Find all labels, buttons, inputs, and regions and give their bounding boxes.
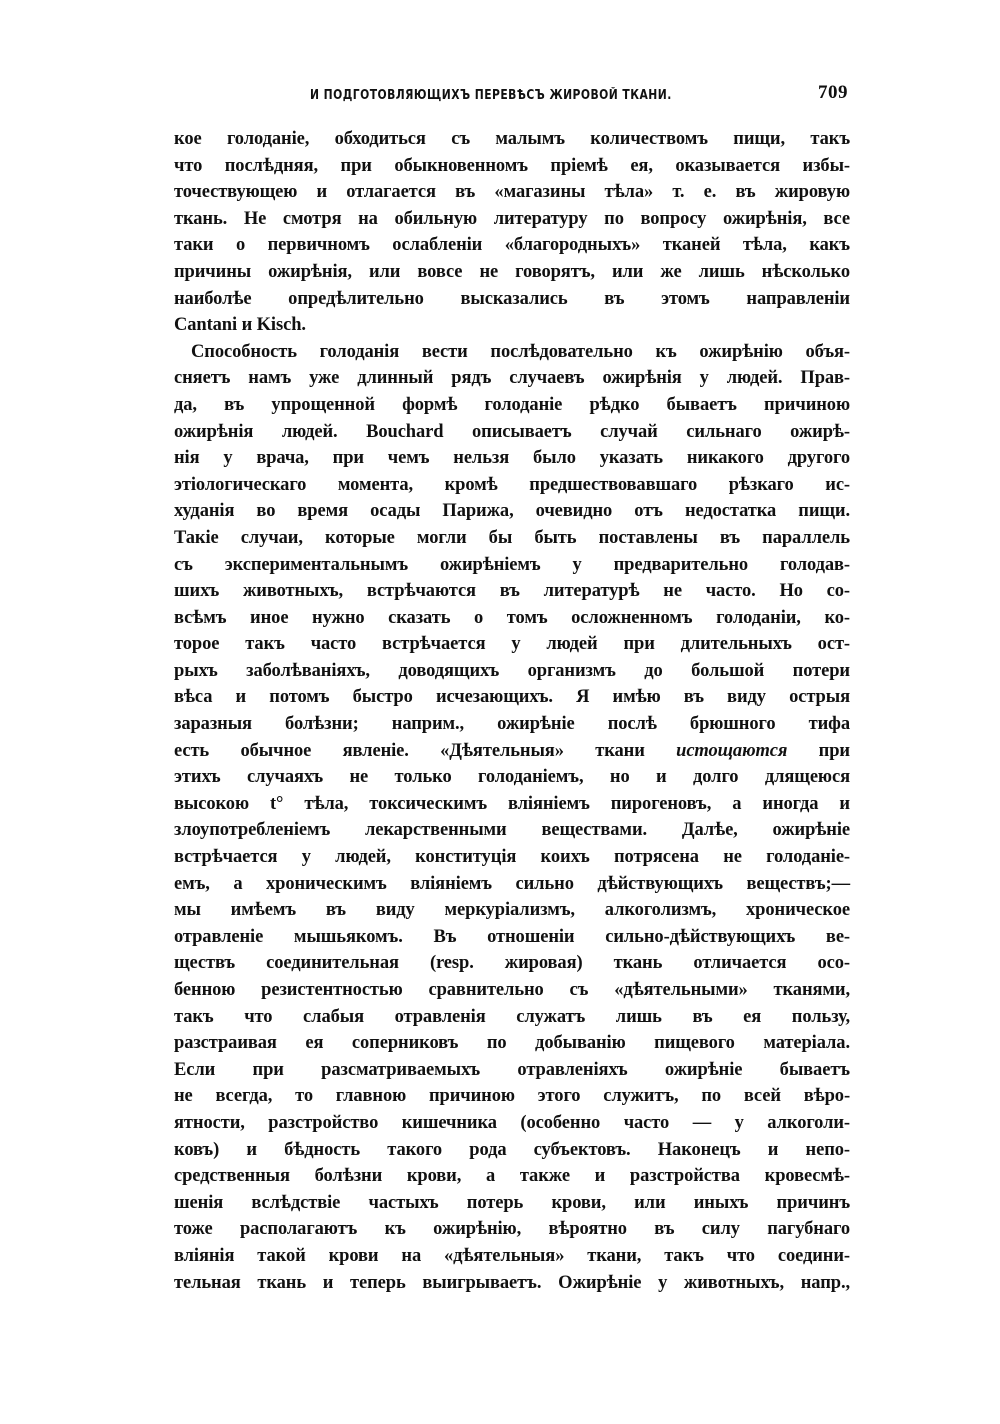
- text-line: не всегда, то главною причиною этого служитъ, по всей вѣро-: [174, 1086, 850, 1107]
- page-body: [174, 126, 850, 1296]
- text-line: кое голоданіе, обходиться съ малымъ количествомъ пищи, такъ: [174, 129, 850, 149]
- text-line: сняетъ намъ уже длинный рядъ случаевъ ожирѣнія у людей. Прав-: [174, 368, 850, 389]
- text-line: наиболѣе опредѣлительно высказались въ этомъ направленіи: [174, 288, 850, 309]
- text-line: разстраивая ея соперниковъ по добыванію пищевого матеріала.: [174, 1033, 850, 1054]
- paragraph: [174, 126, 850, 339]
- text-line: тельная ткань и теперь выигрываетъ. Ожирѣніе у животныхъ, напр.,: [174, 1272, 850, 1293]
- text-line: худанія во время осады Парижа, очевидно отъ недостатка пищи.: [174, 501, 850, 522]
- text-line: Если при разсматриваемыхъ отравленіяхъ ожирѣніе бываетъ: [174, 1059, 850, 1080]
- text-line: ковъ) и бѣдность такого рода субъектовъ. Наконецъ и непо-: [174, 1139, 850, 1160]
- text-line: ятности, разстройство кишечника (особенно часто — у алкоголи-: [174, 1112, 850, 1133]
- text-line: что послѣдняя, при обыкновенномъ пріемѣ ея, оказывается избы-: [174, 155, 850, 176]
- paragraph: [174, 339, 850, 1296]
- text-line: точествующею и отлагается въ «магазины тѣла» т. е. въ жировую: [174, 182, 850, 203]
- text-line: рыхъ заболѣваніяхъ, доводящихъ организмъ до большой потери: [174, 660, 850, 681]
- running-head: [174, 78, 850, 112]
- text-line: вѣса и потомъ быстро исчезающихъ. Я имѣю въ виду острыя: [174, 687, 850, 708]
- text-line: такъ что слабыя отравленія служатъ лишь въ ея пользу,: [174, 1006, 850, 1027]
- text-line: причины ожирѣнія, или вовсе не говорятъ, или же лишь нѣсколько: [174, 261, 850, 282]
- book-page: [174, 78, 850, 1296]
- text-line: средственныя болѣзни крови, а также и разстройства кровесмѣ-: [174, 1166, 850, 1187]
- text-line: Cantani и Kisch.: [174, 315, 306, 336]
- text-line: всѣмъ иное нужно сказать о томъ осложненномъ голоданіи, ко-: [174, 607, 850, 628]
- text-line: Способность голоданія вести послѣдовательно къ ожирѣнію объя-: [191, 341, 850, 362]
- text-line: шихъ животныхъ, встрѣчаются въ литературѣ не часто. Но со-: [174, 581, 850, 602]
- text-line: торое такъ часто встрѣчается у людей при длительныхъ ост-: [174, 634, 850, 655]
- text-line: бенною резистентностью сравнительно съ «дѣятельными» тканями,: [174, 980, 850, 1000]
- text-line: встрѣчается у людей, конституція коихъ потрясена не голоданіе-: [174, 847, 850, 868]
- text-line: мы имѣемъ въ виду меркуріализмъ, алкоголизмъ, хроническое: [174, 900, 850, 921]
- text-line: этіологическаго момента, кромѣ предшествовавшаго рѣзкаго ис-: [174, 474, 850, 495]
- text-line: ткань. Не смотря на обильную литературу по вопросу ожирѣнія, все: [174, 208, 850, 229]
- text-line: отравленіе мышьякомъ. Въ отношеніи сильно-дѣйствующихъ ве-: [174, 926, 850, 947]
- text-line: таки о первичномъ ослабленіи «благородныхъ» тканей тѣла, какъ: [174, 235, 850, 256]
- text-line: высокою t° тѣла, токсическимъ вліяніемъ пирогеновъ, а иногда и: [174, 793, 850, 814]
- running-head-title: И ПОДГОТОВЛЯЮЩИХЪ ПЕРЕВѢСЪ ЖИРОВОЙ ТКАНИ.: [310, 88, 672, 103]
- text-line: вліянія такой крови на «дѣятельныя» ткани, такъ что соедини-: [174, 1245, 850, 1266]
- text-line: есть обычное явленіе. «Дѣятельныя» ткани истощаются при: [174, 740, 850, 761]
- text-line: ществъ соединительная (resp. жировая) ткань отличается осо-: [174, 953, 850, 974]
- text-line: да, въ упрощенной формѣ голоданіе рѣдко бываетъ причиною: [174, 394, 850, 415]
- text-line: съ экспериментальнымъ ожирѣніемъ у предварительно голодав-: [174, 554, 850, 575]
- text-line: шенія вслѣдствіе частыхъ потерь крови, или иныхъ причинъ: [174, 1192, 850, 1213]
- text-line: нія у врача, при чемъ нельзя было указать никакого другого: [174, 448, 850, 469]
- page-number: 709: [818, 82, 848, 103]
- text-line: злоупотребленіемъ лекарственными веществами. Далѣе, ожирѣніе: [174, 820, 850, 841]
- text-line: Такіе случаи, которые могли бы быть поставлены въ параллель: [174, 527, 850, 548]
- text-line: ожирѣнія людей. Bouchard описываетъ случай сильнаго ожирѣ-: [174, 421, 850, 442]
- text-line: емъ, а хроническимъ вліяніемъ сильно дѣйствующихъ веществъ;—: [174, 873, 850, 894]
- text-line: заразныя болѣзни; наприм., ожирѣніе послѣ брюшного тифа: [174, 714, 850, 735]
- text-line: тоже располагаютъ къ ожирѣнію, вѣроятно въ силу пагубнаго: [174, 1219, 850, 1240]
- text-line: этихъ случаяхъ не только голоданіемъ, но и долго длящеюся: [174, 767, 850, 788]
